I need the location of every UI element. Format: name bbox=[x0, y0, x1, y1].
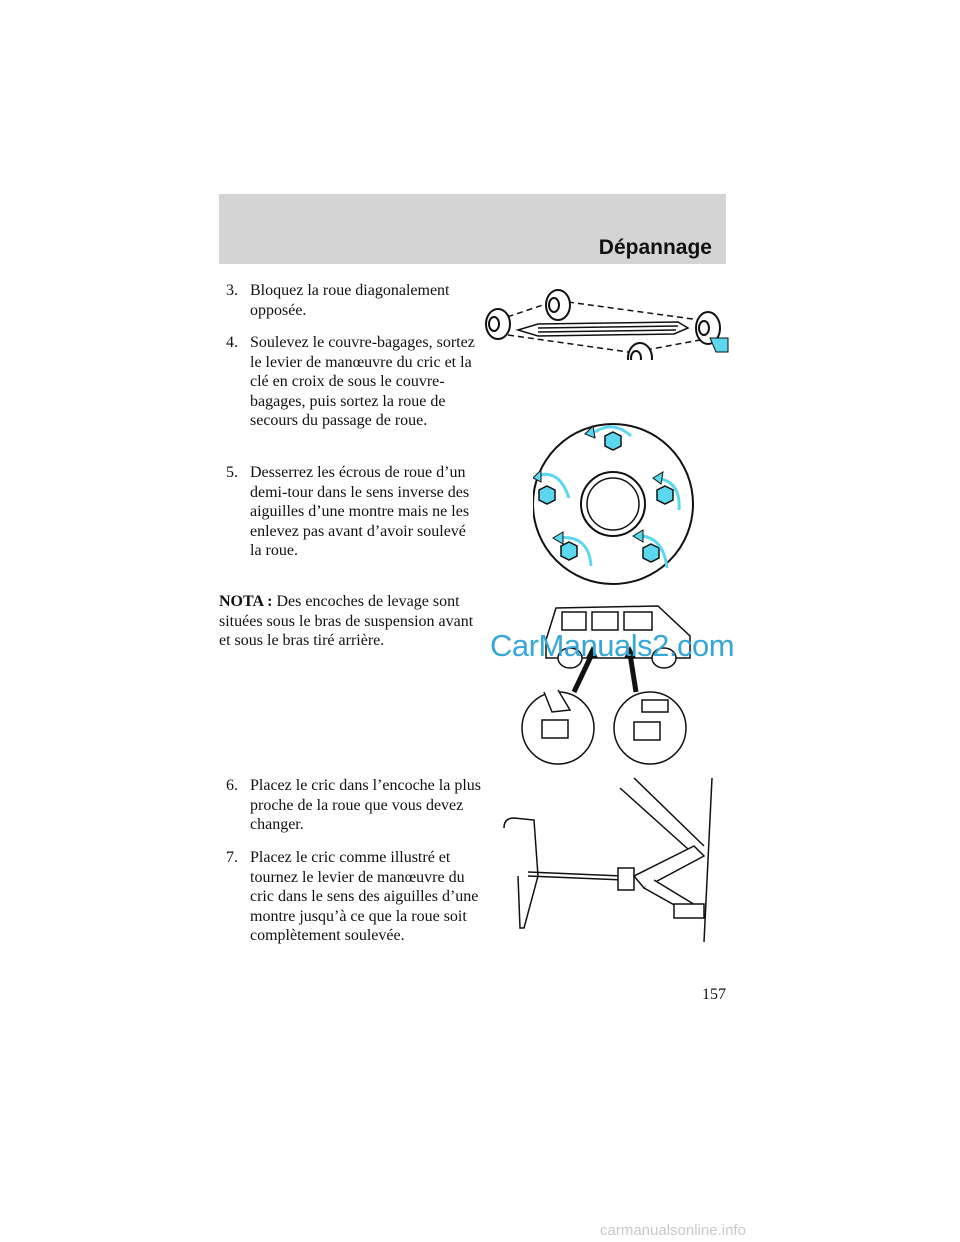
step-6 bbox=[226, 776, 481, 835]
page-number: 157 bbox=[702, 986, 726, 1003]
footer-watermark: carmanualsonline.info bbox=[600, 1222, 746, 1239]
wheel-block-illustration bbox=[478, 280, 730, 360]
step-text: Soulevez le couvre-bagages, sortez le levier de manœuvre du cric et la clé en croix de sous le couvre-bagages, puis sortez la roue de secours du passage de roue. bbox=[250, 334, 475, 429]
step-number: 4. bbox=[226, 334, 238, 351]
step-text: Desserrez les écrous de roue d’un demi-tour dans le sens inverse des aiguilles d’une montre mais ne les enlevez pas avant d’avoir soulevé la roue. bbox=[250, 464, 470, 559]
lug-nut-illustration bbox=[533, 418, 713, 590]
step-number: 3. bbox=[226, 282, 238, 299]
page-title: Dépannage bbox=[598, 236, 712, 259]
step-5 bbox=[226, 463, 481, 561]
step-number: 7. bbox=[226, 849, 238, 866]
jack-operation-illustration bbox=[494, 776, 720, 946]
step-text: Bloquez la roue diagonalement opposée. bbox=[250, 282, 450, 319]
step-text: Placez le cric dans l’encoche la plus proche de la roue que vous devez changer. bbox=[250, 777, 481, 833]
step-number: 5. bbox=[226, 464, 238, 481]
note-label: NOTA : bbox=[219, 593, 273, 610]
step-3 bbox=[226, 281, 481, 320]
step-number: 6. bbox=[226, 777, 238, 794]
step-4 bbox=[226, 333, 481, 431]
step-7 bbox=[226, 848, 481, 946]
note-text: Des encoches de levage sont situées sous le bras de suspension avant et sous le bras tiré arrière. bbox=[219, 593, 474, 649]
watermark-text: CarManuals2.com bbox=[490, 628, 735, 663]
step-text: Placez le cric comme illustré et tournez le levier de manœuvre du cric dans le sens des aiguilles d’une montre jusqu’à ce que la roue soit complètement soulevée. bbox=[250, 849, 479, 944]
jacking-points-illustration bbox=[518, 600, 718, 770]
header-band bbox=[219, 194, 726, 264]
note-paragraph bbox=[219, 592, 484, 651]
